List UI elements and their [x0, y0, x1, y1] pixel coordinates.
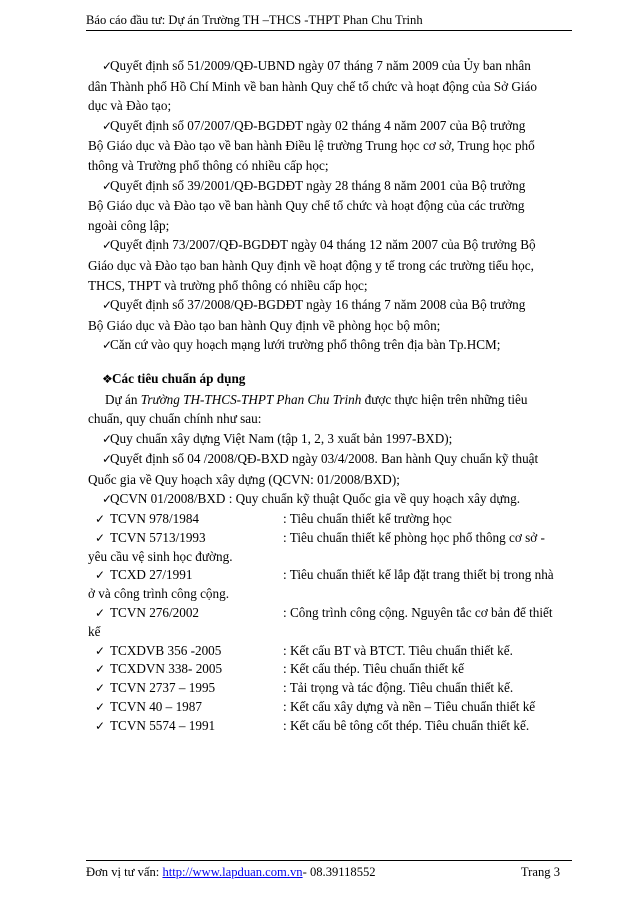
item-text: Quyết định số 04 /2008/QĐ-BXD ngày 03/4/2008. Ban hành Quy chuẩn kỹ thuật: [110, 451, 539, 467]
item-text: Giáo dục và Đào tạo ban hành Quy định về hoạt động y tế trong các trường tiểu học,: [88, 257, 534, 273]
intro-line2: chuẩn, quy chuẩn chính như sau:: [88, 411, 262, 427]
check-icon: ✓: [102, 238, 113, 253]
list-item: [88, 489, 568, 510]
item-text: THCS, THPT và trường phổ thông có nhiều cấp học;: [88, 277, 368, 293]
check-icon: ✓: [102, 431, 113, 446]
footer-prefix: Đơn vị tư vấn:: [86, 865, 163, 879]
item-text: ngoài công lập;: [88, 217, 170, 233]
item-text: Quy chuẩn xây dựng Việt Nam (tập 1, 2, 3 xuất bản 1997-BXD);: [110, 430, 453, 446]
standard-desc: : Tải trọng và tác động. Tiêu chuẩn thiết kế.: [283, 680, 514, 696]
standard-item: [88, 566, 568, 604]
list-item: [88, 56, 568, 116]
check-icon: ✓: [95, 681, 106, 696]
page-number: Trang 3: [520, 865, 560, 879]
check-icon: ✓: [95, 662, 106, 677]
standard-desc: : Kết cấu BT và BTCT. Tiêu chuẩn thiết kế.: [283, 642, 513, 658]
page-footer: [86, 860, 572, 880]
item-text: Quyết định số 51/2009/QĐ-UBND ngày 07 tháng 7 năm 2009 của Ủy ban nhân: [110, 58, 531, 73]
standard-item: [88, 660, 568, 679]
check-icon: ✓: [95, 512, 106, 527]
intro-prefix: Dự án: [105, 391, 141, 407]
standard-item: [88, 698, 568, 717]
section-heading: [88, 369, 568, 390]
standard-code: TCVN 5574 – 1991: [110, 717, 216, 733]
standard-item: [88, 510, 568, 529]
check-icon: ✓: [95, 568, 106, 583]
legal-basis-list: [88, 56, 568, 356]
item-text: Quyết định số 07/2007/QĐ-BGDĐT ngày 02 tháng 4 năm 2007 của Bộ trưởng: [110, 117, 526, 133]
content: [88, 56, 568, 736]
standard-code: TCXDVB 356 -2005: [110, 642, 222, 658]
standard-code: TCVN 2737 – 1995: [110, 680, 216, 696]
website-link[interactable]: http://www.lapduan.com.vn: [162, 865, 303, 879]
list-item: [88, 449, 568, 489]
check-icon: ✓: [102, 178, 113, 193]
item-text: Bộ Giáo dục và Đào tạo về ban hành Điều lệ trường Trung học cơ sở, Trung học phổ: [88, 138, 535, 154]
standard-desc: : Tiêu chuẩn thiết kế phòng học phổ thông cơ sở -: [283, 529, 545, 545]
check-icon: ✓: [102, 118, 113, 133]
intro-suffix: được thực hiện trên những tiêu: [361, 391, 528, 407]
spacer: [88, 356, 568, 369]
footer-phone: - 08.39118552: [302, 865, 376, 879]
list-item: [88, 335, 568, 356]
check-icon: ✓: [102, 298, 113, 313]
standard-desc-cont: yêu cầu vệ sinh học đường.: [88, 548, 233, 564]
list-item: [88, 429, 568, 450]
item-text: dân Thành phố Hồ Chí Minh về ban hành Quy chế tổ chức và hoạt động của Sở Giáo: [88, 78, 537, 94]
standard-item: [88, 717, 568, 736]
standard-desc: : Kết cấu xây dựng và nền – Tiêu chuẩn thiết kế: [283, 699, 536, 715]
check-icon: ✓: [95, 530, 106, 545]
list-item: [88, 235, 568, 295]
standard-item: [88, 529, 568, 567]
list-item: [88, 176, 568, 236]
check-icon: ✓: [95, 700, 106, 715]
section-intro: [88, 390, 568, 429]
standard-code: TCVN 5713/1993: [110, 529, 206, 545]
item-text: dục và Đào tạo;: [88, 98, 172, 114]
header-title: Báo cáo đầu tư: Dự án Trường TH –THCS -THPT Phan Chu Trinh: [86, 13, 423, 27]
item-text: Căn cứ vào quy hoạch mạng lưới trường phổ thông trên địa bàn Tp.HCM;: [110, 337, 501, 353]
standard-code: TCVN 978/1984: [110, 511, 200, 527]
item-text: Quốc gia về Quy hoạch xây dựng (QCVN: 01/2008/BXD);: [88, 471, 400, 487]
check-icon: ✓: [102, 59, 113, 73]
standard-code: TCXDVN 338- 2005: [110, 661, 223, 677]
section-title: Các tiêu chuẩn áp dụng: [112, 370, 246, 386]
item-text: Quyết định số 37/2008/QĐ-BGDĐT ngày 16 tháng 7 năm 2008 của Bộ trưởng: [110, 297, 526, 313]
standard-desc-cont: kế: [88, 623, 101, 639]
standard-desc: : Tiêu chuẩn thiết kế trường học: [283, 511, 452, 527]
standard-item: [88, 604, 568, 642]
standard-desc: : Kết cấu bê tông cốt thép. Tiêu chuẩn thiết kế.: [283, 717, 530, 733]
item-text: Quyết định số 39/2001/QĐ-BGDĐT ngày 28 tháng 8 năm 2001 của Bộ trưởng: [110, 177, 526, 193]
standard-code: TCVN 40 – 1987: [110, 699, 202, 715]
check-icon: ✓: [95, 606, 106, 621]
standard-desc: : Kết cấu thép. Tiêu chuẩn thiết kế: [283, 661, 464, 677]
check-icon: ✓: [95, 718, 106, 733]
item-text: Bộ Giáo dục và Đào tạo về ban hành Quy chế tổ chức và hoạt động của các trường: [88, 198, 525, 214]
project-name: Trường TH-THCS-THPT Phan Chu Trinh: [140, 391, 362, 407]
item-text: QCVN 01/2008/BXD : Quy chuẩn kỹ thuật Quốc gia về quy hoạch xây dựng.: [110, 491, 521, 507]
list-item: [88, 116, 568, 176]
check-icon: ✓: [102, 492, 113, 507]
check-icon: ✓: [102, 338, 113, 353]
regulation-list: [88, 429, 568, 510]
page-header: [86, 12, 572, 31]
standard-desc: : Công trình công cộng. Nguyên tắc cơ bản để thiết: [283, 605, 553, 621]
item-text: thông và Trường phổ thông có nhiều cấp học;: [88, 157, 329, 173]
diamond-icon: ❖: [102, 371, 113, 386]
standards-list: [88, 510, 568, 736]
check-icon: ✓: [95, 643, 106, 658]
standard-item: [88, 642, 568, 661]
standard-code: TCXD 27/1991: [110, 567, 193, 583]
item-text: Bộ Giáo dục và Đào tạo ban hành Quy định về phòng học bộ môn;: [88, 317, 441, 333]
standard-code: TCVN 276/2002: [110, 605, 200, 621]
check-icon: ✓: [102, 452, 113, 467]
list-item: [88, 295, 568, 335]
item-text: Quyết định 73/2007/QĐ-BGDĐT ngày 04 tháng 12 năm 2007 của Bộ trưởng Bộ: [110, 237, 536, 253]
standard-item: [88, 679, 568, 698]
standard-desc-cont: ở và công trình công cộng.: [88, 586, 230, 602]
standard-desc: : Tiêu chuẩn thiết kế lắp đặt trang thiết bị trong nhà: [283, 567, 554, 583]
